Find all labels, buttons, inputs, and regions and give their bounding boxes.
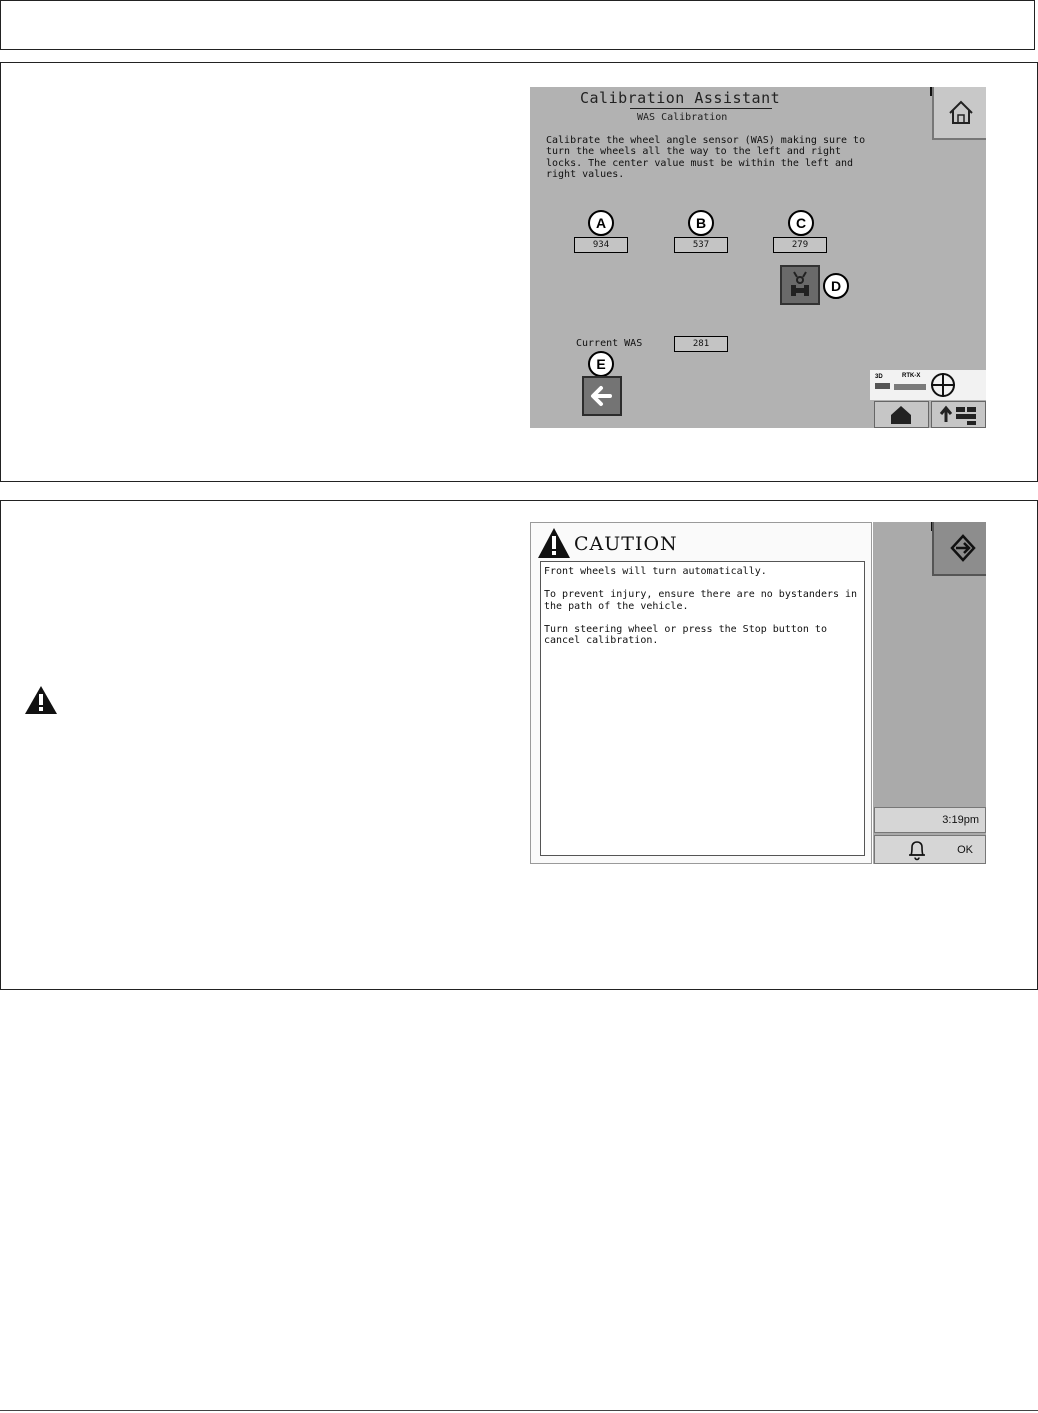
title-divider	[630, 108, 772, 109]
gps-correction-label: RTK-X	[902, 373, 921, 379]
callout-c: C	[788, 210, 814, 236]
caution-message-box	[540, 561, 865, 856]
caution-message: To prevent injury, ensure there are no bystanders in the path of the vehicle.	[544, 589, 858, 612]
header-frame	[0, 0, 1035, 50]
calibration-screen	[530, 87, 986, 428]
callout-d: D	[823, 273, 849, 299]
right-value-field: 279	[773, 237, 827, 253]
caution-dialog	[530, 522, 872, 864]
home-tab-button[interactable]	[932, 87, 986, 140]
home-button[interactable]	[874, 401, 929, 428]
steering-wheel-icon	[782, 267, 818, 303]
page-bottom-rule	[0, 1410, 1038, 1411]
back-arrow-icon	[584, 378, 620, 414]
caution-message: Front wheels will turn automatically.	[544, 566, 767, 577]
warning-triangle-icon	[23, 684, 59, 716]
ok-label: OK	[957, 844, 973, 856]
current-was-value: 281	[674, 336, 728, 352]
next-arrow-icon	[934, 522, 986, 574]
side-button-rail	[873, 522, 986, 864]
crosshair-icon	[930, 372, 956, 398]
layout-select-button[interactable]	[931, 401, 986, 428]
left-value-field: 934	[574, 237, 628, 253]
gps-mode-label: 3D	[875, 374, 883, 380]
steer-calibrate-button[interactable]	[780, 265, 820, 305]
callout-e: E	[588, 351, 614, 377]
signal-strength-bar	[894, 384, 926, 390]
warning-triangle-icon	[537, 527, 571, 559]
vehicle-icon	[875, 383, 890, 389]
caution-screen	[530, 522, 986, 864]
layout-select-icon	[932, 402, 985, 427]
current-was-label: Current WAS	[576, 338, 643, 349]
gps-status-bar	[870, 370, 986, 400]
alarm-ok-button[interactable]	[874, 835, 986, 864]
clock-display: 3:19pm	[874, 807, 986, 833]
next-button[interactable]	[932, 522, 986, 576]
callout-b: B	[688, 210, 714, 236]
center-value-field: 537	[674, 237, 728, 253]
screen-title: Calibration Assistant	[580, 89, 781, 107]
calibration-instructions: Calibrate the wheel angle sensor (WAS) making sure to turn the wheels all the way to the left and right locks. The center value must be within the left and right values.	[546, 135, 866, 181]
calibration-figure-panel	[0, 62, 1038, 482]
screen-subtitle: WAS Calibration	[637, 112, 728, 123]
caution-message: Turn steering wheel or press the Stop button to cancel calibration.	[544, 623, 827, 646]
caution-figure-panel	[0, 500, 1038, 990]
caution-heading: CAUTION	[574, 533, 678, 555]
home-icon	[875, 402, 928, 427]
home-icon	[934, 87, 986, 138]
callout-a: A	[588, 210, 614, 236]
back-button[interactable]	[582, 376, 622, 416]
bell-icon	[905, 838, 929, 862]
